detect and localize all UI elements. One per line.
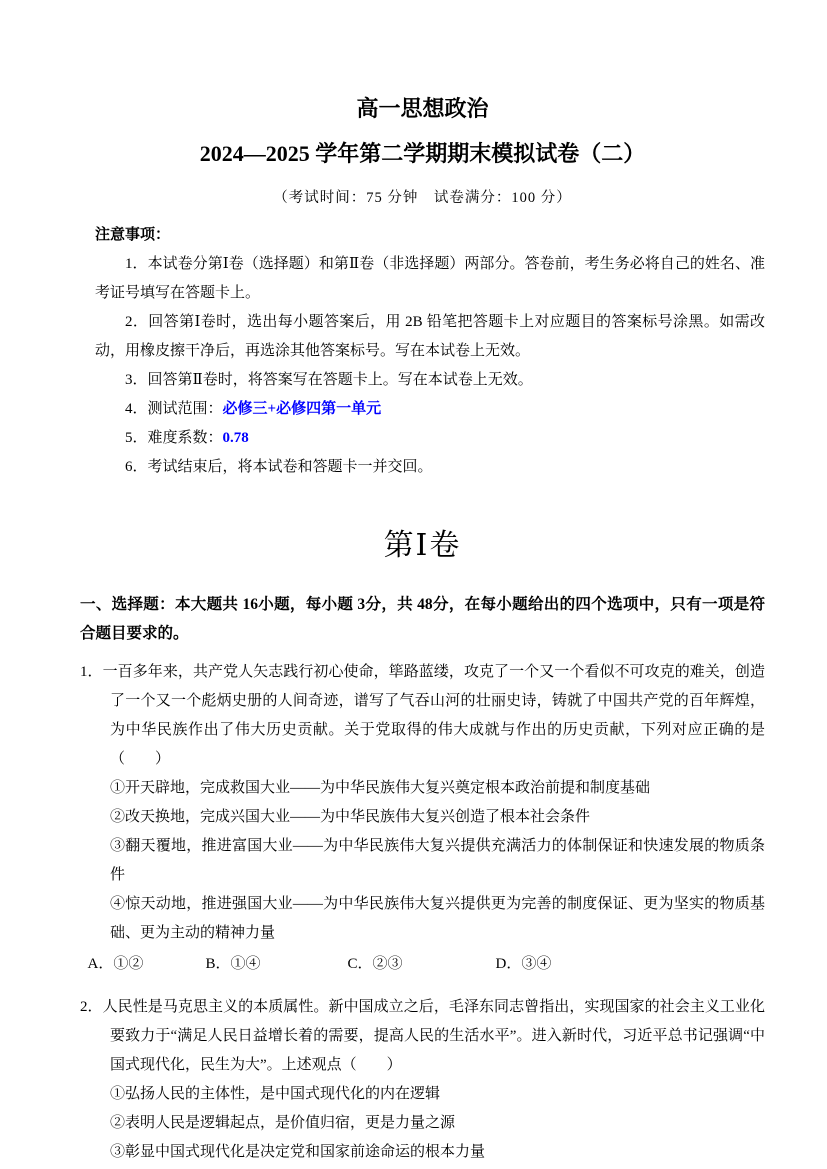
- question-1-option-b: B．①④: [205, 956, 261, 973]
- paper-title: 高一思想政治: [356, 96, 489, 121]
- exam-info-line: （考试时间：75 分钟 试卷满分：100 分）: [273, 190, 572, 207]
- question-1-statement-1: ①开天辟地，完成救国大业——为中华民族伟大复兴奠定根本政治前提和制度基础: [110, 780, 651, 797]
- question-2: [80, 993, 765, 1167]
- notice-5-difficulty-value: 0.78: [222, 430, 249, 447]
- question-1-statement-3: ③翻天覆地，推进富国大业——为中华民族伟大复兴提供充满活力的体制保证和快速发展的物质条件: [110, 838, 765, 884]
- notice-item-1: 1．本试卷分第Ⅰ卷（选择题）和第Ⅱ卷（非选择题）两部分。答卷前，考生务必将自己的姓名、准考证号填写在答题卡上。: [95, 256, 765, 302]
- question-1-option-c: C．②③: [347, 956, 403, 973]
- question-1-option-a: A．①②: [87, 956, 144, 973]
- paper-subtitle: 2024—2025 学年第二学期期末模拟试卷（二）: [199, 140, 646, 166]
- notice-item-6: 6．考试结束后，将本试卷和答题卡一并交回。: [125, 459, 433, 476]
- notice-5-label: 5．难度系数：: [125, 430, 223, 447]
- question-2-statement-2: ②表明人民是逻辑起点，是价值归宿，更是力量之源: [110, 1115, 456, 1132]
- question-1-statement-2: ②改天换地，完成兴国大业——为中华民族伟大复兴创造了根本社会条件: [110, 809, 591, 826]
- notice-4-scope-value: 必修三+必修四第一单元: [222, 401, 382, 418]
- notice-item-2: 2．回答第Ⅰ卷时，选出每小题答案后，用 2B 铅笔把答题卡上对应题目的答案标号涂黑。如需改动，用橡皮擦干净后，再选涂其他答案标号。写在本试卷上无效。: [95, 314, 765, 360]
- question-1-stem-text: 一百多年来，共产党人矢志践行初心使命，筚路蓝缕，攻克了一个又一个看似不可攻克的难关，创造了一个又一个彪炳史册的人间奇迹，谱写了气吞山河的壮丽史诗，铸就了中国共产党的百年辉煌，为中华民族作出了伟大历史贡献。关于党取得的伟大成就与作出的历史贡献，下列对应正确的是（ ）: [102, 664, 765, 768]
- notice-item-3: 3．回答第Ⅱ卷时，将答案写在答题卡上。写在本试卷上无效。: [125, 372, 533, 389]
- question-1-number: 1．: [80, 664, 103, 681]
- question-1-options: [80, 950, 765, 979]
- notice-block: [95, 221, 765, 482]
- question-2-number: 2．: [80, 999, 103, 1016]
- question-1: [80, 658, 765, 979]
- notice-4-label: 4．测试范围：: [125, 401, 223, 418]
- notice-item-4: [95, 395, 765, 424]
- question-1-option-d: D．③④: [495, 956, 552, 973]
- notice-item-5: [95, 424, 765, 453]
- question-1-stem: [80, 658, 765, 774]
- question-1-statement-4: ④惊天动地，推进强国大业——为中华民族伟大复兴提供更为完善的制度保证、更为坚实的物质基础、更为主动的精神力量: [110, 896, 765, 942]
- question-2-statement-1: ①弘扬人民的主体性，是中国式现代化的内在逻辑: [110, 1086, 441, 1103]
- section-1-heading: 一、选择题：本大题共 16小题，每小题 3分，共 48分，在每小题给出的四个选项中，只有一项是符合题目要求的。: [80, 596, 765, 643]
- question-2-stem: [80, 993, 765, 1080]
- notice-heading: 注意事项：: [95, 227, 171, 244]
- question-2-statement-3: ③彰显中国式现代化是决定党和国家前途命运的根本力量: [110, 1144, 486, 1161]
- part-1-heading: 第Ⅰ卷: [383, 529, 462, 563]
- question-2-stem-text: 人民性是马克思主义的本质属性。新中国成立之后，毛泽东同志曾指出，实现国家的社会主义工业化要致力于“满足人民日益增长着的需要，提高人民的生活水平”。进入新时代，习近平总书记强调“中国式现代化，民生为大”。上述观点（ ）: [102, 999, 765, 1074]
